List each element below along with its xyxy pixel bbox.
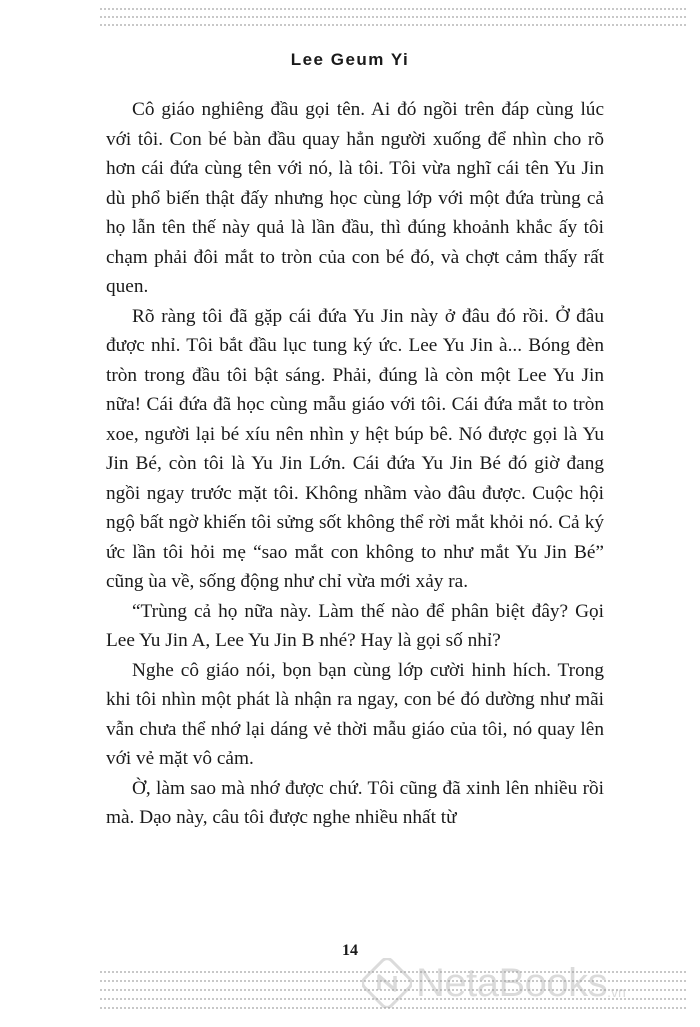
watermark — [362, 958, 626, 1008]
watermark-suffix: .vn — [607, 984, 626, 1000]
top-dotted-rule-1 — [100, 8, 686, 10]
paragraph-5: Ờ, làm sao mà nhớ được chứ. Tôi cũng đã xinh lên nhiều rồi mà. Dạo này, câu tôi được nghe nhiều nhất từ — [106, 777, 604, 828]
netabooks-logo-icon — [362, 958, 412, 1008]
top-dotted-rule-2 — [100, 16, 686, 18]
paragraph-3: “Trùng cả họ nữa này. Làm thế nào để phân biệt đây? Gọi Lee Yu Jin A, Lee Yu Jin B nhé? Hay là gọi số nhỉ? — [106, 600, 604, 651]
top-dotted-rule-3 — [100, 24, 686, 26]
paragraph-2: Rõ ràng tôi đã gặp cái đứa Yu Jin này ở đâu đó rồi. Ở đâu được nhỉ. Tôi bắt đầu lục tung ký ức. Lee Yu Jin à... Bóng đèn tròn trong đầu tôi bật sáng. Phải, đúng là còn một Lee Yu Jin nữa! Cái đứa đã học cùng mẫu giáo với tôi. Cái đứa mắt to tròn xoe, người lại bé xíu nên nhìn y hệt búp bê. Nó được gọi là Yu Jin Bé, còn tôi là Yu Jin Lớn. Cái đứa Yu Jin Bé đó giờ đang ngồi ngay trước mặt tôi. Không nhầm vào đâu được. Cuộc hội ngộ bất ngờ khiến tôi sửng sốt không thể rời mắt khỏi nó. Cả ký ức lần tôi hỏi mẹ “sao mắt con không to như mắt Yu Jin Bé” cũng ùa về, sống động như chỉ vừa mới xảy ra. — [106, 305, 604, 592]
running-header-author: Lee Geum Yi — [290, 50, 410, 69]
paragraph-4: Nghe cô giáo nói, bọn bạn cùng lớp cười hinh hích. Trong khi tôi nhìn một phát là nhận ra ngay, con bé đó dường như mãi vẫn chưa thể nhớ lại dáng vẻ thời mẫu giáo của tôi, nó quay lên với vẻ mặt vô cảm. — [106, 659, 604, 769]
page-number: 14 — [342, 942, 358, 959]
paragraph-1: Cô giáo nghiêng đầu gọi tên. Ai đó ngồi trên đáp cùng lúc với tôi. Con bé bàn đầu quay hẳn người xuống để nhìn cho rõ hơn cái đứa cùng tên với nó, là tôi. Tôi vừa nghĩ cái tên Yu Jin dù phổ biến thật đấy nhưng học cùng lớp với một đứa trùng cả họ lẫn tên thế này quả là lần đầu, thì đúng khoảnh khắc ấy tôi chạm phải đôi mắt to tròn của con bé đó, và chợt cảm thấy rất quen. — [106, 99, 604, 297]
body-text — [106, 95, 604, 833]
watermark-brand: NetaBooks — [416, 961, 608, 1005]
